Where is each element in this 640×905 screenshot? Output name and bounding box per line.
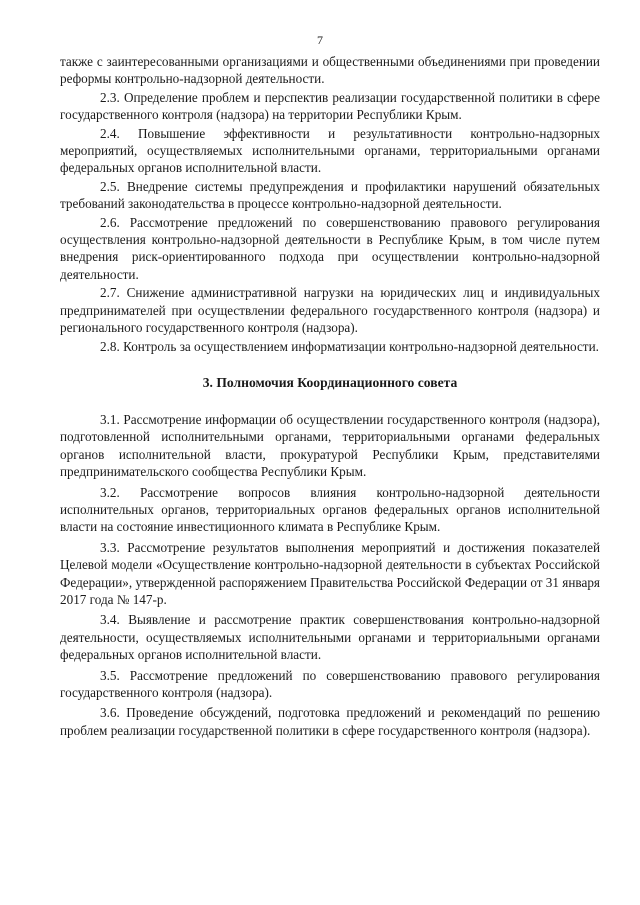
item-2-6: 2.6. Рассмотрение предложений по совершенствованию правового регулирования осуществления контрольно-надзорной деятельности в Республике Крым, в том числе путем внедрения риск-ориентированного подхода при осуществлении контрольно-надзорной деятельности.: [60, 214, 600, 282]
item-2-8: 2.8. Контроль за осуществлением информатизации контрольно-надзорной деятельности.: [100, 338, 599, 354]
item-3-6: 3.6. Проведение обсуждений, подготовка предложений и рекомендаций по решению проблем реализации государственной политики в сфере государственного контроля (надзора).: [60, 705, 600, 738]
item-3-2: 3.2. Рассмотрение вопросов влияния контрольно-надзорной деятельности исполнительных органов, территориальных органов федеральных органов исполнительной власти на состояние инвестиционного климата в Республике Крым.: [60, 484, 600, 535]
item-2-7: 2.7. Снижение административной нагрузки на юридических лиц и индивидуальных предпринимателей при осуществлении федерального государственного контроля (надзора) и регионального государственного контроля (надзора).: [60, 285, 600, 336]
item-2-3: 2.3. Определение проблем и перспектив реализации государственной политики в сфере государственного контроля (надзора) на территории Республики Крым.: [60, 89, 600, 123]
item-3-5: 3.5. Рассмотрение предложений по совершенствованию правового регулирования государственного контроля (надзора).: [60, 667, 600, 700]
item-3-3: 3.3. Рассмотрение результатов выполнения мероприятий и достижения показателей Целевой модели «Осуществление контрольно-надзорной деятельности в субъектах Российской Федерации», утвержденной распоряжением Правительства Российской Федерации от 31 января 2017 года № 147-р.: [60, 539, 600, 607]
section-3-heading: 3. Полномочия Координационного совета: [202, 374, 458, 390]
continuation-paragraph: также с заинтересованными организациями и общественными объединениями при проведении реформы контрольно-надзорной деятельности.: [60, 54, 600, 87]
section-3-items: [60, 411, 600, 739]
item-3-1: 3.1. Рассмотрение информации об осуществлении государственного контроля (надзора), подготовленной исполнительными органами, территориальными органами федеральных органов исполнительной власти, прокуратурой Республики Крым, представителями предпринимательского сообщества Республики Крым.: [60, 411, 600, 480]
document-body: [60, 53, 600, 739]
item-2-4: 2.4. Повышение эффективности и результативности контрольно-надзорных мероприятий, осуществляемых исполнительными органами, территориальными органами федеральных органов исполнительной власти.: [60, 125, 600, 176]
item-2-5: 2.5. Внедрение системы предупреждения и профилактики нарушений обязательных требований законодательства в процессе контрольно-надзорной деятельности.: [60, 178, 600, 212]
page-number: 7: [317, 33, 323, 47]
item-3-4: 3.4. Выявление и рассмотрение практик совершенствования контрольно-надзорной деятельности, осуществляемых исполнительными органами и территориальными органами федеральных органов исполнительной власти.: [60, 612, 600, 663]
